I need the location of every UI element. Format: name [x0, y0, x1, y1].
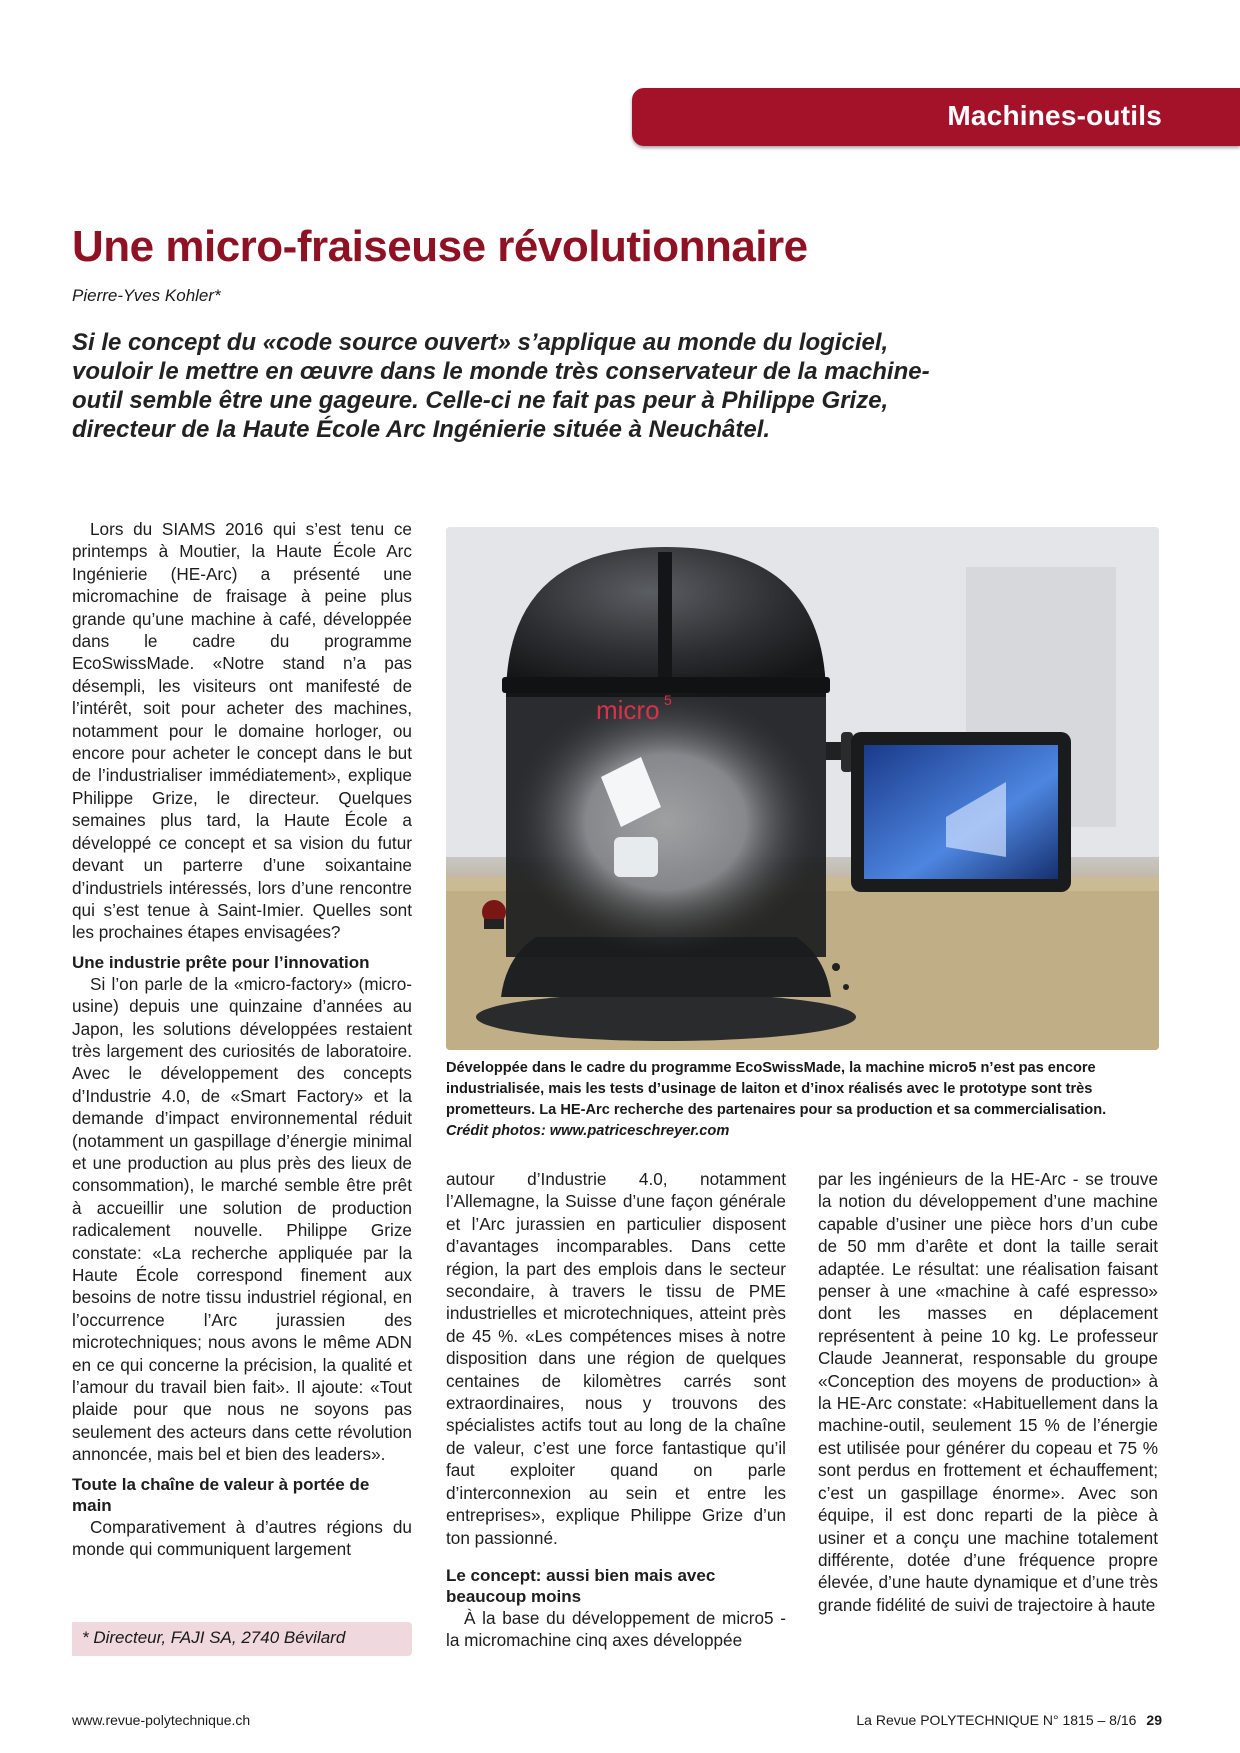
body-paragraph: Comparativement à d’autres régions du monde qui communiquent largement	[72, 1516, 412, 1560]
body-paragraph: Si l’on parle de la «micro-factory» (micro-usine) depuis une quinzaine d’années au Japon, les solutions développées restaient très largement des curiosités de laboratoire. Avec le développement des concepts d’Industrie 4.0, de «Smart Factory» et la demande d’impact environnemental réduit (notamment un gaspillage d’énergie minimal et une production au plus près des lieux de consommation), le marché semble être prêt à accueillir une solution de production radicalement nouvelle. Philippe Grize constate: «La recherche appliquée par la Haute École correspond finement aux besoins de notre tissu industriel régional, en l’occurrence l’Arc jurassien des microtechniques; nous avons le même ADN en ce qui concerne la précision, la qualité et l’amour du travail bien fait». Il ajoute: «Tout plaide pour que nous ne soyons pas seulement des acteurs dans cette révolution annoncée, mais bel et bien des leaders».	[72, 973, 412, 1465]
subheading: Une industrie prête pour l’innovation	[72, 952, 370, 972]
column-2	[446, 1168, 786, 1652]
subheading: Le concept: aussi bien mais avec beaucoup moins	[446, 1565, 716, 1606]
footer-issue-block	[856, 1712, 1162, 1728]
section-label: Machines-outils	[947, 100, 1162, 131]
footer-website: www.revue-polytechnique.ch	[72, 1712, 251, 1728]
photo-caption	[446, 1058, 1159, 1142]
micro5-machine-illustration	[446, 527, 1159, 1050]
section-tab	[632, 88, 1240, 146]
footer-issue: La Revue POLYTECHNIQUE N° 1815 – 8/16	[856, 1712, 1137, 1728]
body-paragraph: par les ingénieurs de la HE-Arc - se trouve la notion du développement d’une machine capable d’usiner une pièce hors d’un cube de 50 mm d’arête et dont la taille serait adaptée. Le résultat: une réalisation faisant penser à une «machine à café espresso» dont les masses en déplacement représentent à peine 10 kg. Le professeur Claude Jeannerat, responsable du groupe «Conception des moyens de production» à la HE-Arc constate: «Habituellement dans la machine-outil, seulement 15 % de l’énergie est utilisée pour générer du copeau et 75 % sont perdus en frottement et échauffement; c’est un gaspillage énorme». Avec son équipe, il est donc reparti de la pièce à usiner et a conçu une machine totalement différente, dotée d’une fréquence propre élevée, d’une haute dynamique et d’une très grande fidélité de suivi de trajectoire à haute	[818, 1169, 1158, 1615]
svg-text:micro: micro	[596, 695, 660, 725]
column-1	[72, 518, 412, 1560]
machine-photo	[446, 527, 1159, 1050]
column-3	[818, 1168, 1158, 1616]
article-title: Une micro-fraiseuse révolutionnaire	[72, 222, 808, 271]
footnote-text: * Directeur, FAJI SA, 2740 Bévilard	[82, 1628, 346, 1647]
body-paragraph: À la base du développement de micro5 - la micromachine cinq axes développée	[446, 1607, 786, 1651]
author-footnote	[72, 1622, 412, 1656]
svg-text:5: 5	[664, 692, 672, 708]
page-number: 29	[1146, 1712, 1162, 1728]
caption-text: Développée dans le cadre du programme EcoSwissMade, la machine micro5 n’est pas encore industrialisée, mais les tests d’usinage de laiton et d’inox réalisés avec le prototype sont très prometteurs. La HE-Arc recherche des partenaires pour sa production et sa commercialisation.	[446, 1060, 1107, 1118]
subheading: Toute la chaîne de valeur à portée de main	[72, 1474, 370, 1515]
article-author: Pierre-Yves Kohler*	[72, 286, 221, 305]
photo-credit: Crédit photos: www.patriceschreyer.com	[446, 1123, 730, 1139]
body-paragraph: autour d’Industrie 4.0, notamment l’Allemagne, la Suisse d’une façon générale et l’Arc jurassien en particulier disposent d’avantages incomparables. Dans cette région, la part des emplois dans le secteur secondaire, à travers le tissu de PME industrielles et microtechniques, atteint près de 45 %. «Les compétences mises à notre disposition dans une région de quelques centaines de kilomètres carrés sont extraordinaires, nous y trouvons des spécialistes actifs tout au long de la chaîne de valeur, c’est une force fantastique qu’il faut exploiter quand on parle d’interconnexion au sein et entre les entreprises», explique Philippe Grize d’un ton passionné.	[446, 1169, 786, 1548]
article-lead: Si le concept du «code source ouvert» s’applique au monde du logiciel, vouloir le mettre en œuvre dans le monde très conservateur de la machine-outil semble être une gageure. Celle-ci ne fait pas peur à Philippe Grize, directeur de la Haute École Arc Ingénierie située à Neuchâtel.	[72, 329, 930, 443]
body-paragraph: Lors du SIAMS 2016 qui s’est tenu ce printemps à Moutier, la Haute École Arc Ingénierie (HE-Arc) a présenté une micromachine de fraisage à peine plus grande qu’une machine à café, développée dans le cadre du programme EcoSwissMade. «Notre stand n’a pas désempli, les visiteurs ont manifesté de l’intérêt, soit pour acheter des machines, notamment pour le domaine horloger, ou encore pour acheter le concept dans le but de l’industrialiser immédiatement», explique Philippe Grize, le directeur. Quelques semaines plus tard, la Haute École a développé ce concept et sa vision du futur devant un parterre d’une soixantaine d’industriels intéressés, lors d’une rencontre qui s’est tenue à Saint-Imier. Quelles sont les prochaines étapes envisagées?	[72, 519, 412, 943]
